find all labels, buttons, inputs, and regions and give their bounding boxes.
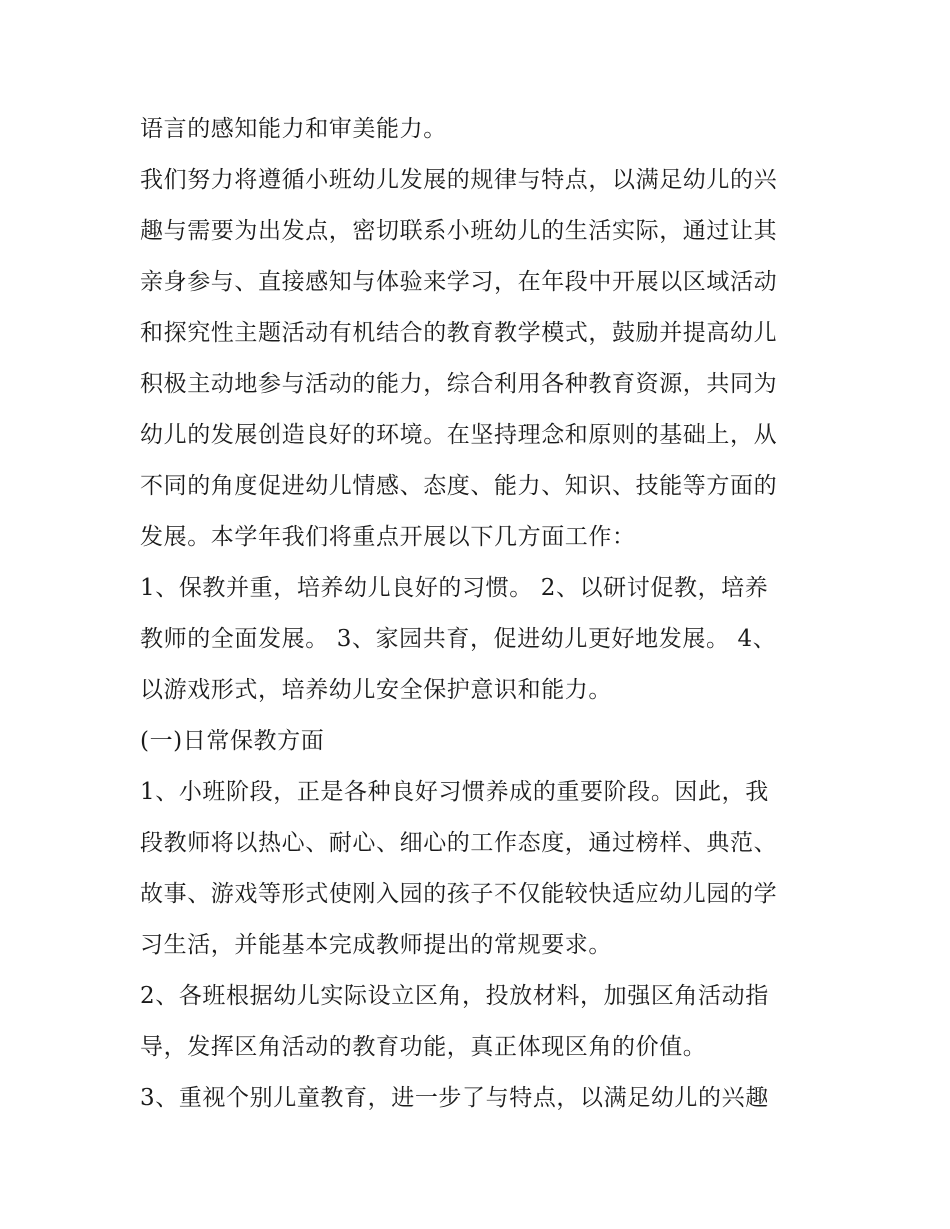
document-body [140, 104, 820, 1124]
section-heading: (一)日常保教方面 [140, 728, 325, 754]
text-line-20: 3、重视个别儿童教育，进一步了与特点，以满足幼儿的兴趣 [140, 1085, 769, 1111]
text-line-8: 不同的角度促进幼儿情感、态度、能力、知识、技能等方面的 [140, 473, 778, 499]
text-line-15: 段教师将以热心、耐心、细心的工作态度，通过榜样、典范、 [140, 830, 778, 856]
text-line-10: 1、保教并重，培养幼儿良好的习惯。 2、以研讨促教，培养 [140, 575, 769, 601]
text-line-5: 和探究性主题活动有机结合的教育教学模式，鼓励并提高幼儿 [140, 320, 778, 346]
text-line-2: 我们努力将遵循小班幼儿发展的规律与特点，以满足幼儿的兴 [140, 167, 778, 193]
text-line-7: 幼儿的发展创造良好的环境。在坚持理念和原则的基础上，从 [140, 422, 778, 448]
text-line-14: 1、小班阶段，正是各种良好习惯养成的重要阶段。因此，我 [140, 779, 769, 805]
text-line-4: 亲身参与、直接感知与体验来学习，在年段中开展以区域活动 [140, 269, 778, 295]
text-line-3: 趣与需要为出发点，密切联系小班幼儿的生活实际，通过让其 [140, 218, 778, 244]
text-line-12: 以游戏形式，培养幼儿安全保护意识和能力。 [140, 677, 612, 703]
text-line-19: 导，发挥区角活动的教育功能，真正体现区角的价值。 [140, 1034, 707, 1060]
text-line-18: 2、各班根据幼儿实际设立区角，投放材料，加强区角活动指 [140, 983, 769, 1009]
text-line-9: 发展。本学年我们将重点开展以下几方面工作： [140, 524, 636, 550]
text-line-17: 习生活，并能基本完成教师提出的常规要求。 [140, 932, 612, 958]
text-line-6: 积极主动地参与活动的能力，综合利用各种教育资源，共同为 [140, 371, 778, 397]
text-line-11: 教师的全面发展。 3、家园共育，促进幼儿更好地发展。 4、 [140, 626, 777, 652]
text-line-16: 故事、游戏等形式使刚入园的孩子不仅能较快适应幼儿园的学 [140, 881, 778, 907]
text-line-1: 语言的感知能力和审美能力。 [140, 116, 447, 142]
